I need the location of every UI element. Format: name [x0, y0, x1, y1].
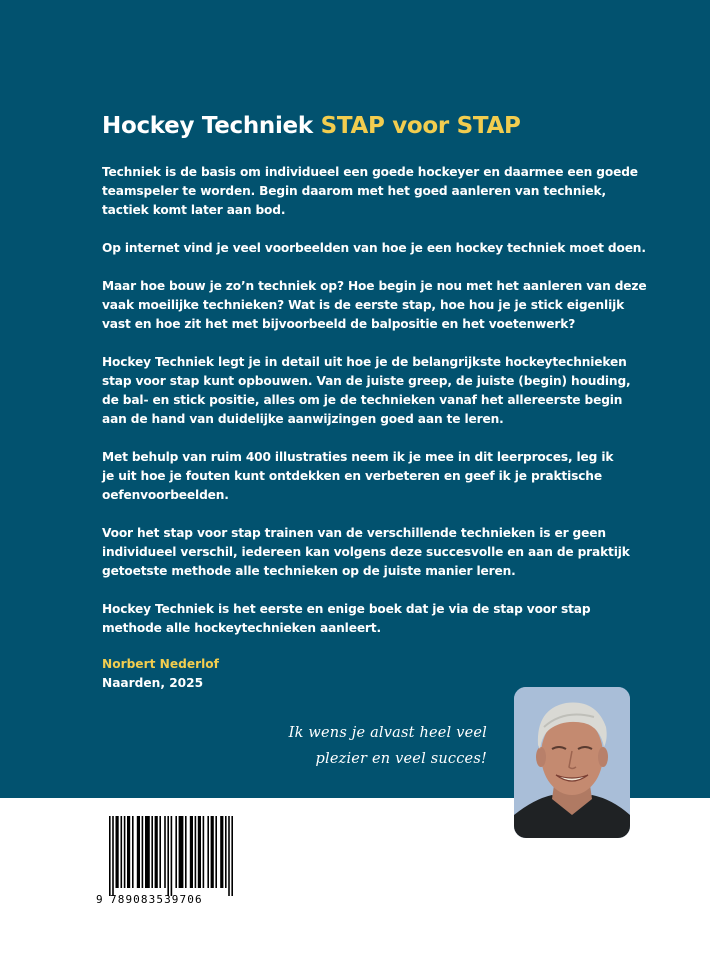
paragraph-7 — [102, 600, 592, 638]
text-line: Techniek is de basis om individueel een goede hockeyer en daarmee een goede — [102, 165, 638, 179]
paragraph-2 — [102, 239, 646, 258]
book-title — [102, 113, 521, 139]
text-line: vaak moeilijke technieken? Wat is de eerste stap, hoe hou je je stick eigenlijk — [102, 298, 625, 312]
text-line: getoetste methode alle technieken op de juiste manier leren. — [102, 564, 516, 578]
isbn-left-group: 789083 — [110, 893, 157, 906]
text-line: stap voor stap kunt opbouwen. Van de juiste greep, de juiste (begin) houding, — [102, 374, 631, 388]
paragraph-1 — [102, 163, 638, 220]
text-line: methode alle hockeytechnieken aanleert. — [102, 621, 381, 635]
text-line: Maar hoe bouw je zo’n techniek op? Hoe begin je nou met het aanleren van deze — [102, 279, 647, 293]
blurb-text — [102, 163, 647, 657]
handwritten-line-1: Ik wens je alvast heel veel — [288, 725, 487, 741]
text-line: aan de hand van duidelijke aanwijzingen goed aan te leren. — [102, 412, 504, 426]
isbn-first-digit: 9 — [96, 893, 104, 906]
text-line: je uit hoe je fouten kunt ontdekken en verbeteren en geef ik je praktische — [102, 469, 602, 483]
text-line: Hockey Techniek legt je in detail uit hoe je de belangrijkste hockeytechnieken — [102, 355, 627, 369]
isbn-number — [96, 893, 238, 906]
handwritten-note — [285, 720, 487, 772]
portrait-illustration — [514, 687, 630, 838]
text-line: Voor het stap voor stap trainen van de verschillende technieken is er geen — [102, 526, 606, 540]
isbn-barcode — [96, 816, 238, 908]
text-line: vast en hoe zit het met bijvoorbeeld de balpositie en het voetenwerk? — [102, 317, 576, 331]
title-main: Hockey Techniek — [102, 113, 313, 139]
text-line: individueel verschil, iedereen kan volgens deze succesvolle en aan de praktijk — [102, 545, 630, 559]
paragraph-6 — [102, 524, 630, 581]
isbn-right-group: 539706 — [156, 893, 203, 906]
paragraph-5 — [102, 448, 614, 505]
author-signature — [102, 655, 219, 693]
author-name: Norbert Nederlof — [102, 657, 219, 671]
barcode-icon — [109, 816, 233, 896]
text-line: de bal- en stick positie, alles om je de technieken vanaf het allereerste begin — [102, 393, 623, 407]
paragraph-4 — [102, 353, 631, 429]
text-line: Met behulp van ruim 400 illustraties neem ik je mee in dit leerproces, leg ik — [102, 450, 614, 464]
text-line: tactiek komt later aan bod. — [102, 203, 286, 217]
paragraph-3 — [102, 277, 647, 334]
handwritten-line-2: plezier en veel succes! — [315, 751, 487, 767]
title-accent: STAP voor STAP — [320, 113, 521, 139]
barcode-bars — [109, 816, 233, 896]
text-line: Op internet vind je veel voorbeelden van hoe je een hockey techniek moet doen. — [102, 241, 646, 255]
text-line: teamspeler te worden. Begin daarom met het goed aanleren van techniek, — [102, 184, 606, 198]
author-photo — [514, 687, 630, 838]
text-line: oefenvoorbeelden. — [102, 488, 229, 502]
text-line: Hockey Techniek is het eerste en enige boek dat je via de stap voor stap — [102, 602, 591, 616]
place-and-year: Naarden, 2025 — [102, 676, 204, 690]
